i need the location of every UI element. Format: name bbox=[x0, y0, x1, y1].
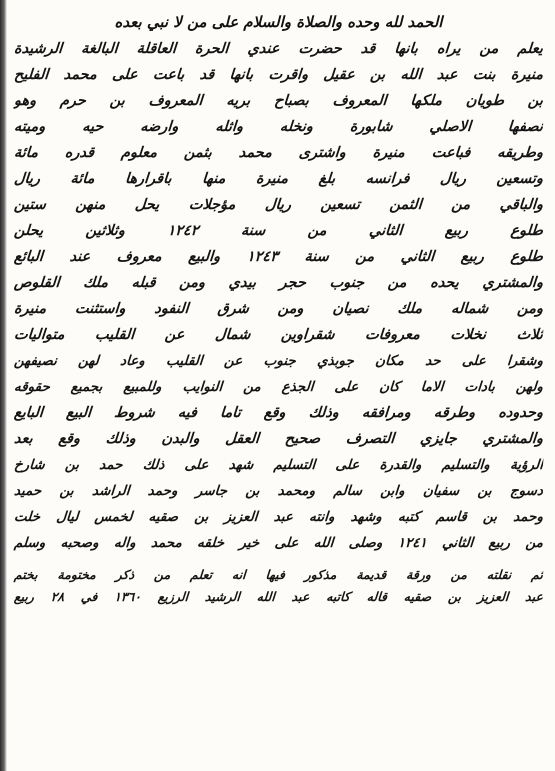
document-heading: الحمد لله وحده والصلاة والسلام على من لا نبي بعده bbox=[114, 13, 443, 31]
body-line: والمشتري يحده من جنوب حجر بيدي ومن قبله ملك القلوص bbox=[13, 275, 544, 291]
body-line: وتسعين ريال فرانسه بلغ منيرة منها باقرارها مائة ريال bbox=[13, 171, 544, 187]
body-line: وشقرا على حد مكان جوبذي جنوب عن القليب وعاد لهن نصيفهن bbox=[13, 353, 544, 369]
body-line: وحمد بن قاسم كتبه وشهد وانته عبد العزيز بن صقيه لخمس ليال خلت bbox=[13, 509, 544, 525]
body-line: من ربيع الثاني ١٢٤١ وصلى الله على خير خلقه محمد واله وصحبه وسلم bbox=[13, 535, 544, 551]
body-line: دسوج بن سفيان وابن سالم ومحمد بن جاسر وحمد الراشد بن حميد bbox=[13, 483, 544, 499]
closing-line: عبد العزيز بن صقيه قاله كاتبه عبد الله الرشيد الرزيع ١٣٦٠ في ٢٨ ربيع bbox=[13, 589, 544, 604]
body-line: والباقي من الثمن تسعين ريال مؤجلات يحل منهن ستين bbox=[13, 197, 544, 213]
scan-edge-shadow bbox=[0, 0, 7, 771]
closing-note bbox=[14, 564, 543, 608]
body-line: طلوع ربيع الثاني من سنة ١٢٤٢ وثلاثين يحلن bbox=[13, 223, 544, 239]
closing-line: ثم نقلته من ورقة قديمة مذكور فيها انه تعلم من ذكر مختومة بختم bbox=[13, 567, 544, 582]
body-line: ثلاث نخلات معروفات شقراوين شمال عن القليب متواليات bbox=[13, 327, 544, 343]
body-line: ولهن بادات الاما كان على الجذع من النوايب وللمبيع بجميع حقوقه bbox=[13, 379, 544, 395]
body-line: يعلم من يراه بانها قد حضرت عندي الحرة العاقلة البالغة الرشيدة bbox=[13, 41, 544, 57]
body-line: والمشتري جايزي التصرف صحيح العقل والبدن وذلك وقع بعد bbox=[13, 431, 544, 447]
body-line: منيرة بنت عبد الله بن عقيل واقرت بانها قد باعت على محمد الفليح bbox=[13, 67, 544, 83]
body-line: وحدوده وطرقه ومرافقه وذلك وقع تاما فيه شروط البيع البايع bbox=[13, 405, 544, 421]
body-line: نصفها الاصلي شابورة ونخله واثله وارضه حيه وميته bbox=[13, 119, 544, 135]
body-line: بن طويان ملكها المعروف بصباح بريه المعروف بن حرم وهو bbox=[13, 93, 544, 109]
body-line: طلوع ربيع الثاني من سنة ١٢٤٣ والبيع معروف عند البائع bbox=[13, 249, 544, 265]
document-body bbox=[14, 36, 543, 556]
body-line: الرؤية والتسليم والقدرة على التسليم شهد على ذلك حمد بن شارخ bbox=[13, 457, 544, 473]
body-line: ومن شماله ملك نصيان ومن شرق النفود واستثنت منيرة bbox=[13, 301, 544, 317]
body-line: وطريقه فباعت منيرة واشترى محمد بثمن معلوم قدره مائة bbox=[13, 145, 544, 161]
